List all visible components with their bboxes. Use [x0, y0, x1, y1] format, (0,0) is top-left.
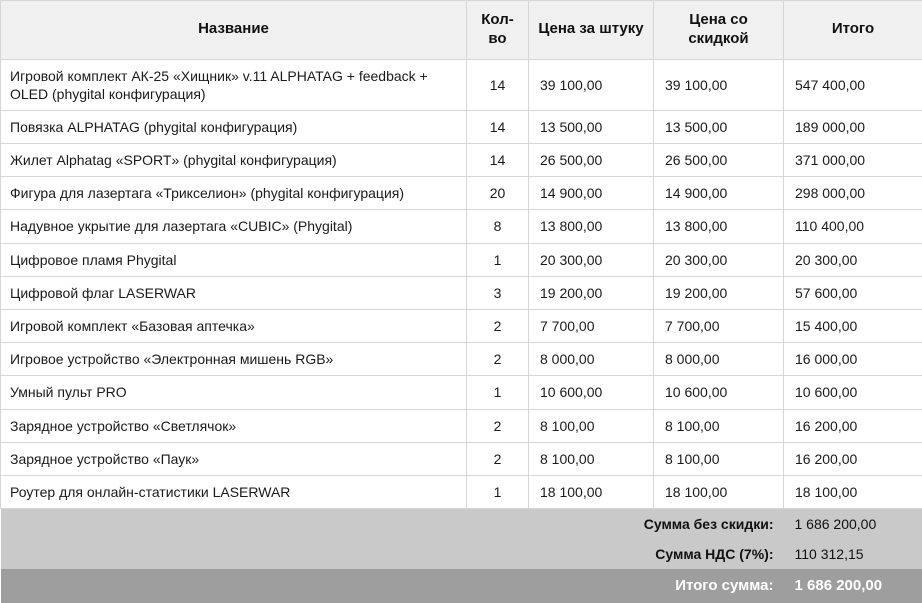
cell-name: Повязка ALPHATAG (phygital конфигурация): [1, 110, 467, 143]
table-row: [1, 475, 922, 508]
cell-price: 14 900,00: [529, 177, 654, 210]
table-row: [1, 310, 922, 343]
cell-total: 15 400,00: [784, 310, 922, 343]
cell-price: 19 200,00: [529, 276, 654, 309]
cell-discount-price: 13 800,00: [654, 210, 784, 243]
cell-name: Игровой комплект АК-25 «Хищник» v.11 ALPHATAG + feedback + OLED (phygital конфигурация): [1, 59, 467, 110]
cell-price: 39 100,00: [529, 59, 654, 110]
cell-discount-price: 19 200,00: [654, 276, 784, 309]
cell-discount-price: 39 100,00: [654, 59, 784, 110]
cell-qty: 3: [467, 276, 529, 309]
table-row: [1, 210, 922, 243]
summary-label: Сумма без скидки:: [1, 509, 784, 540]
cell-price: 20 300,00: [529, 243, 654, 276]
cell-price: 7 700,00: [529, 310, 654, 343]
cell-name: Зарядное устройство «Светлячок»: [1, 409, 467, 442]
table-row: [1, 376, 922, 409]
cell-qty: 1: [467, 475, 529, 508]
cell-price: 26 500,00: [529, 144, 654, 177]
table-row: [1, 442, 922, 475]
cell-price: 8 100,00: [529, 442, 654, 475]
cell-name: Надувное укрытие для лазертага «CUBIC» (Phygital): [1, 210, 467, 243]
cell-total: 189 000,00: [784, 110, 922, 143]
table-header: [1, 1, 922, 60]
column-header-price: Цена за штуку: [529, 1, 654, 60]
cell-price: 13 500,00: [529, 110, 654, 143]
cell-name: Умный пульт PRO: [1, 376, 467, 409]
cell-discount-price: 18 100,00: [654, 475, 784, 508]
cell-discount-price: 20 300,00: [654, 243, 784, 276]
summary-label: Итого сумма:: [1, 569, 784, 603]
cell-total: 16 200,00: [784, 409, 922, 442]
cell-total: 298 000,00: [784, 177, 922, 210]
cell-name: Игровое устройство «Электронная мишень RGB»: [1, 343, 467, 376]
header-row: [1, 1, 922, 60]
table-summary: [1, 509, 922, 603]
cell-name: Игровой комплект «Базовая аптечка»: [1, 310, 467, 343]
table-row: [1, 409, 922, 442]
cell-qty: 14: [467, 110, 529, 143]
column-header-total: Итого: [784, 1, 922, 60]
cell-discount-price: 7 700,00: [654, 310, 784, 343]
cell-total: 10 600,00: [784, 376, 922, 409]
cell-total: 371 000,00: [784, 144, 922, 177]
cell-total: 110 400,00: [784, 210, 922, 243]
cell-discount-price: 14 900,00: [654, 177, 784, 210]
cell-name: Роутер для онлайн-статистики LASERWAR: [1, 475, 467, 508]
cell-name: Цифровой флаг LASERWAR: [1, 276, 467, 309]
cell-total: 16 000,00: [784, 343, 922, 376]
cell-price: 10 600,00: [529, 376, 654, 409]
cell-total: 547 400,00: [784, 59, 922, 110]
column-header-qty: Кол-во: [467, 1, 529, 60]
cell-qty: 2: [467, 442, 529, 475]
table-row: [1, 276, 922, 309]
cell-discount-price: 13 500,00: [654, 110, 784, 143]
cell-discount-price: 26 500,00: [654, 144, 784, 177]
cell-discount-price: 8 000,00: [654, 343, 784, 376]
cell-price: 8 100,00: [529, 409, 654, 442]
cell-qty: 14: [467, 144, 529, 177]
table-row: [1, 59, 922, 110]
summary-row: [1, 509, 922, 540]
cell-qty: 1: [467, 376, 529, 409]
cell-total: 16 200,00: [784, 442, 922, 475]
cell-discount-price: 8 100,00: [654, 442, 784, 475]
table-body: [1, 59, 922, 509]
table-row: [1, 343, 922, 376]
cell-price: 13 800,00: [529, 210, 654, 243]
cell-qty: 14: [467, 59, 529, 110]
cell-name: Цифровое пламя Phygital: [1, 243, 467, 276]
cell-name: Зарядное устройство «Паук»: [1, 442, 467, 475]
cell-qty: 2: [467, 343, 529, 376]
cell-price: 8 000,00: [529, 343, 654, 376]
cell-qty: 8: [467, 210, 529, 243]
cell-total: 18 100,00: [784, 475, 922, 508]
cell-name: Жилет Alphatag «SPORT» (phygital конфигурация): [1, 144, 467, 177]
summary-label: Сумма НДС (7%):: [1, 539, 784, 569]
cell-price: 18 100,00: [529, 475, 654, 508]
summary-value: 1 686 200,00: [784, 569, 922, 603]
summary-value: 1 686 200,00: [784, 509, 922, 540]
summary-row: [1, 569, 922, 603]
cell-qty: 20: [467, 177, 529, 210]
cell-discount-price: 8 100,00: [654, 409, 784, 442]
table-row: [1, 110, 922, 143]
column-header-name: Название: [1, 1, 467, 60]
summary-value: 110 312,15: [784, 539, 922, 569]
cell-discount-price: 10 600,00: [654, 376, 784, 409]
table-row: [1, 177, 922, 210]
cell-name: Фигура для лазертага «Трикселион» (phygital конфигурация): [1, 177, 467, 210]
cell-qty: 1: [467, 243, 529, 276]
cell-total: 20 300,00: [784, 243, 922, 276]
cell-qty: 2: [467, 409, 529, 442]
cell-qty: 2: [467, 310, 529, 343]
table-row: [1, 243, 922, 276]
column-header-discount-price: Цена со скидкой: [654, 1, 784, 60]
table-row: [1, 144, 922, 177]
cell-total: 57 600,00: [784, 276, 922, 309]
